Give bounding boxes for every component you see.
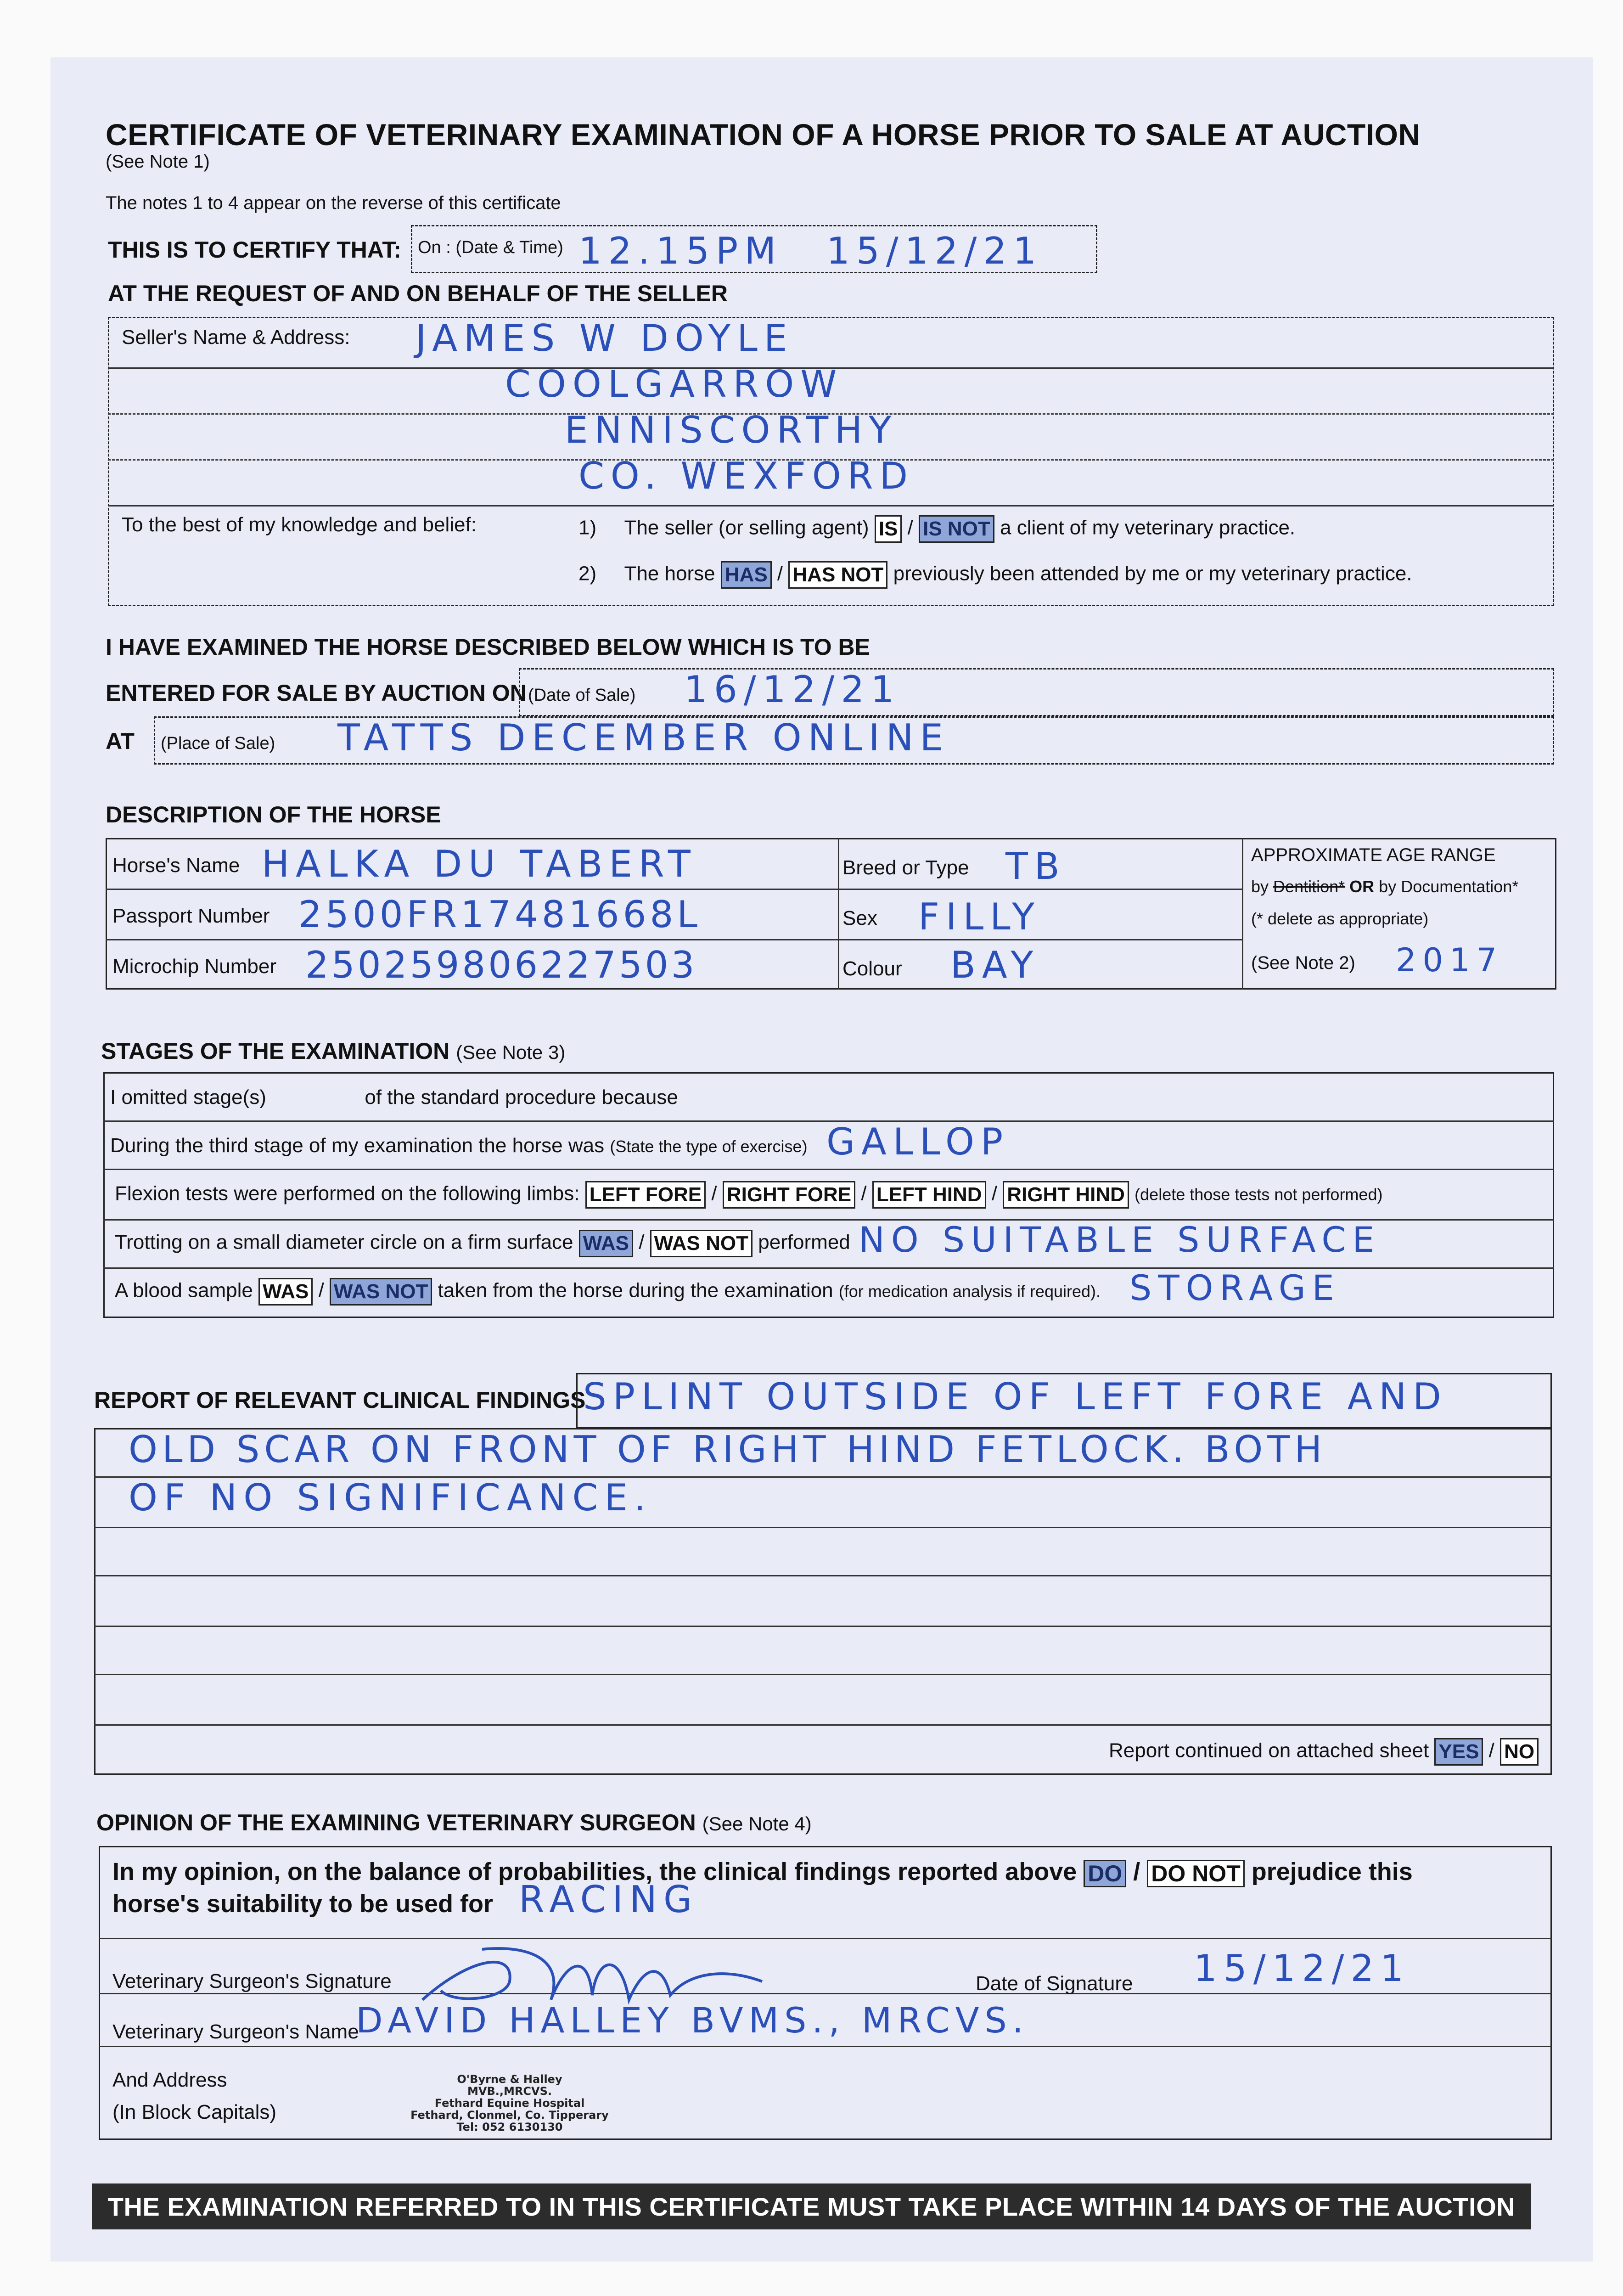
report-line-1: SPLINT OUTSIDE OF LEFT FORE AND (583, 1375, 1448, 1418)
report-line-3: OF NO SIGNIFICANCE. (129, 1476, 652, 1519)
opinion-do-not[interactable]: DO NOT (1147, 1860, 1244, 1887)
third-stage-value: GALLOP (826, 1120, 1010, 1163)
sale-date-label: (Date of Sale) (528, 686, 636, 705)
colour-value: BAY (950, 944, 1040, 986)
sex-label: Sex (842, 907, 877, 929)
opinion-heading: OPINION OF THE EXAMINING VETERINARY SURGEON (See Note 4) (96, 1810, 812, 1835)
opinion-use-label: horse's suitability to be used for (112, 1890, 493, 1918)
option-is-not[interactable]: IS NOT (919, 515, 994, 543)
continued-yes[interactable]: YES (1434, 1738, 1483, 1766)
sale-date-field[interactable] (519, 668, 1554, 716)
blood-row: A blood sample WAS / WAS NOT taken from the horse during the examination (for medication analysis if required). (115, 1278, 1101, 1306)
signature-date-value: 15/12/21 (1194, 1947, 1410, 1990)
on-date-value: 15/12/21 (826, 230, 1043, 272)
address-label: And Address (112, 2069, 227, 2091)
microchip-label: Microchip Number (112, 955, 276, 978)
examined-label: I HAVE EXAMINED THE HORSE DESCRIBED BELOW WHICH IS TO BE (106, 634, 870, 660)
address-label-2: (In Block Capitals) (112, 2101, 277, 2123)
limb-left-fore[interactable]: LEFT FORE (585, 1181, 706, 1209)
age-value: 2017 (1396, 941, 1504, 979)
see-note-1: (See Note 1) (106, 152, 210, 172)
option-has-not[interactable]: HAS NOT (788, 561, 887, 589)
age-dentition[interactable]: Dentition* (1273, 877, 1345, 896)
breed-value: TB (1005, 845, 1066, 888)
continued-no[interactable]: NO (1500, 1738, 1539, 1766)
opinion-do[interactable]: DO (1084, 1860, 1126, 1887)
report-continued-row: Report continued on attached sheet YES / NO (1109, 1738, 1539, 1766)
limb-left-hind[interactable]: LEFT HIND (872, 1181, 986, 1209)
item2-row: 2) The horse HAS / HAS NOT previously been attended by me or my veterinary practice. (578, 561, 1412, 589)
age-method-row: by Dentition* OR by Documentation* (1251, 877, 1519, 896)
seller-name-label: Seller's Name & Address: (122, 326, 350, 349)
seller-line-3: ENNISCORTHY (565, 409, 898, 451)
sex-value: FILLY (918, 895, 1041, 938)
age-documentation[interactable]: by Documentation* (1379, 877, 1519, 896)
age-see-note: (See Note 2) (1251, 953, 1355, 973)
seller-line-4: CO. WEXFORD (578, 455, 915, 497)
option-is[interactable]: IS (875, 515, 902, 543)
signature-label: Veterinary Surgeon's Signature (112, 1970, 392, 1992)
flexion-row: Flexion tests were performed on the following limbs: LEFT FORE / RIGHT FORE / LEFT HIND / RIGHT HIND (delete those tests not performed) (115, 1181, 1382, 1209)
opinion-use-value: RACING (519, 1878, 698, 1921)
horse-name-value: HALKA DU TABERT (262, 843, 697, 885)
trotting-row: Trotting on a small diameter circle on a firm surface WAS / WAS NOT performed (115, 1230, 850, 1257)
trot-value: NO SUITABLE SURFACE (859, 1219, 1381, 1260)
at-label: AT (106, 728, 135, 754)
practice-stamp: O'Byrne & Halley MVB.,MRCVS. Fethard Equine Hospital Fethard, Clonmel, Co. Tipperary Tel: 052 6130130 (410, 2073, 609, 2133)
omitted-row: I omitted stage(s) of the standard procedure because (110, 1086, 678, 1109)
seller-line-2: COOLGARROW (505, 363, 843, 405)
footer-banner: THE EXAMINATION REFERRED TO IN THIS CERTIFICATE MUST TAKE PLACE WITHIN 14 DAYS OF THE AUCTION (92, 2183, 1531, 2229)
trot-was[interactable]: WAS (579, 1230, 633, 1257)
item1-row: 1) The seller (or selling agent) IS / IS NOT a client of my veterinary practice. (578, 515, 1295, 543)
on-time-value: 12.15PM (578, 230, 783, 272)
certify-label: THIS IS TO CERTIFY THAT: (108, 237, 401, 263)
age-delete-note: (* delete as appropriate) (1251, 909, 1429, 928)
on-label: On : (Date & Time) (418, 238, 563, 257)
passport-label: Passport Number (112, 905, 270, 927)
report-heading: REPORT OF RELEVANT CLINICAL FINDINGS (94, 1387, 586, 1413)
blood-was-not[interactable]: WAS NOT (330, 1278, 432, 1306)
third-stage-row: During the third stage of my examination the horse was (State the type of exercise) (110, 1134, 808, 1157)
surgeon-name-label: Veterinary Surgeon's Name (112, 2020, 359, 2043)
horse-name-label: Horse's Name (112, 854, 240, 877)
blood-was[interactable]: WAS (258, 1278, 313, 1306)
sale-date-value: 16/12/21 (684, 668, 901, 711)
limb-right-hind[interactable]: RIGHT HIND (1003, 1181, 1129, 1209)
report-line-2: OLD SCAR ON FRONT OF RIGHT HIND FETLOCK. BOTH (129, 1428, 1327, 1471)
surgeon-name-value: DAVID HALLEY BVMS., MRCVS. (356, 2000, 1029, 2041)
trot-was-not[interactable]: WAS NOT (650, 1230, 753, 1257)
colour-label: Colour (842, 957, 902, 980)
page-title: CERTIFICATE OF VETERINARY EXAMINATION OF A HORSE PRIOR TO SALE AT AUCTION (106, 118, 1421, 152)
description-heading: DESCRIPTION OF THE HORSE (106, 802, 441, 827)
request-label: AT THE REQUEST OF AND ON BEHALF OF THE SELLER (108, 281, 728, 306)
sale-place-label: (Place of Sale) (161, 734, 275, 753)
limb-right-fore[interactable]: RIGHT FORE (723, 1181, 855, 1209)
blood-value: STORAGE (1129, 1267, 1341, 1308)
opinion-text-row: In my opinion, on the balance of probabilities, the clinical findings reported above DO / DO NOT prejudice this (112, 1858, 1413, 1886)
age-heading: APPROXIMATE AGE RANGE (1251, 845, 1496, 865)
notes-text: The notes 1 to 4 appear on the reverse of this certificate (106, 193, 561, 213)
entered-label: ENTERED FOR SALE BY AUCTION ON (106, 680, 527, 706)
breed-label: Breed or Type (842, 856, 969, 879)
option-has[interactable]: HAS (721, 561, 772, 589)
sale-place-value: TATTS DECEMBER ONLINE (337, 716, 950, 759)
microchip-value: 250259806227503 (305, 944, 697, 986)
belief-label: To the best of my knowledge and belief: (122, 513, 477, 536)
seller-line-1: JAMES W DOYLE (416, 317, 794, 360)
signature-date-label: Date of Signature (976, 1972, 1133, 1995)
passport-value: 2500FR17481668L (298, 893, 701, 936)
stages-heading: STAGES OF THE EXAMINATION (See Note 3) (101, 1038, 566, 1064)
